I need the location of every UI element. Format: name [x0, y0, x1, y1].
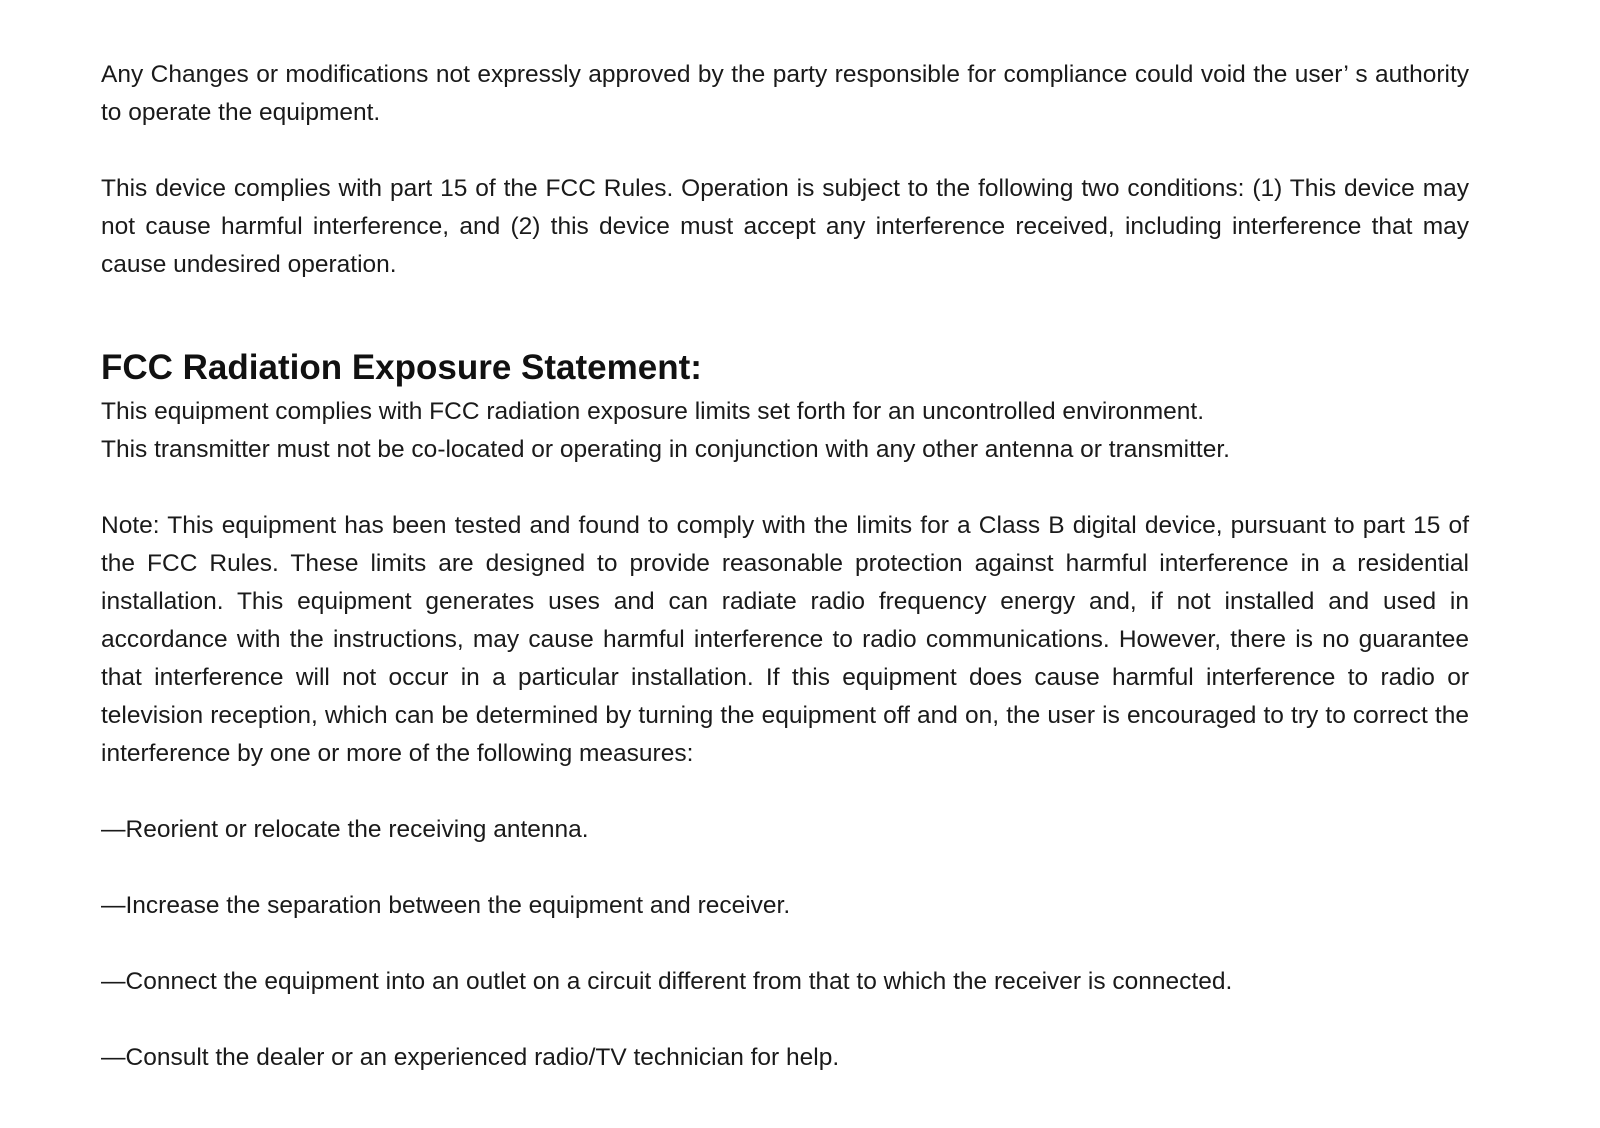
measures-list [101, 811, 1469, 1077]
measure-item: —Reorient or relocate the receiving antenna. [101, 816, 589, 843]
document-page [101, 56, 1469, 1077]
class-b-note-paragraph: Note: This equipment has been tested and found to comply with the limits for a Class B digital device, pursuant to part 15 of the FCC Rules. These limits are designed to provide reasonable protection against harmful interference in a residential installation. This equipment generates uses and can radiate radio frequency energy and, if not installed and used in accordance with the instructions, may cause harmful interference to radio communications. However, there is no guarantee that interference will not occur in a particular installation. If this equipment does cause harmful interference to radio or television reception, which can be determined by turning the equipment off and on, the user is encouraged to try to correct the interference by one or more of the following measures: [101, 512, 1469, 767]
measure-item: —Increase the separation between the equipment and receiver. [101, 892, 791, 919]
co-location-line: This transmitter must not be co-located or operating in conjunction with any other antenna or transmitter. [101, 436, 1230, 463]
measure-item: —Consult the dealer or an experienced radio/TV technician for help. [101, 1044, 840, 1071]
radiation-exposure-heading: FCC Radiation Exposure Statement: [101, 348, 702, 387]
radiation-exposure-statement [101, 393, 1469, 469]
part15-compliance-paragraph: This device complies with part 15 of the FCC Rules. Operation is subject to the following two conditions: (1) This device may not cause harmful interference, and (2) this device must accept any interference received, including interference that may cause undesired operation. [101, 175, 1469, 278]
measure-item: —Connect the equipment into an outlet on a circuit different from that to which the receiver is connected. [101, 968, 1233, 995]
radiation-limits-line: This equipment complies with FCC radiation exposure limits set forth for an uncontrolled environment. [101, 398, 1205, 425]
changes-warning-paragraph: Any Changes or modifications not expressly approved by the party responsible for compliance could void the user’ s authority to operate the equipment. [101, 61, 1469, 126]
